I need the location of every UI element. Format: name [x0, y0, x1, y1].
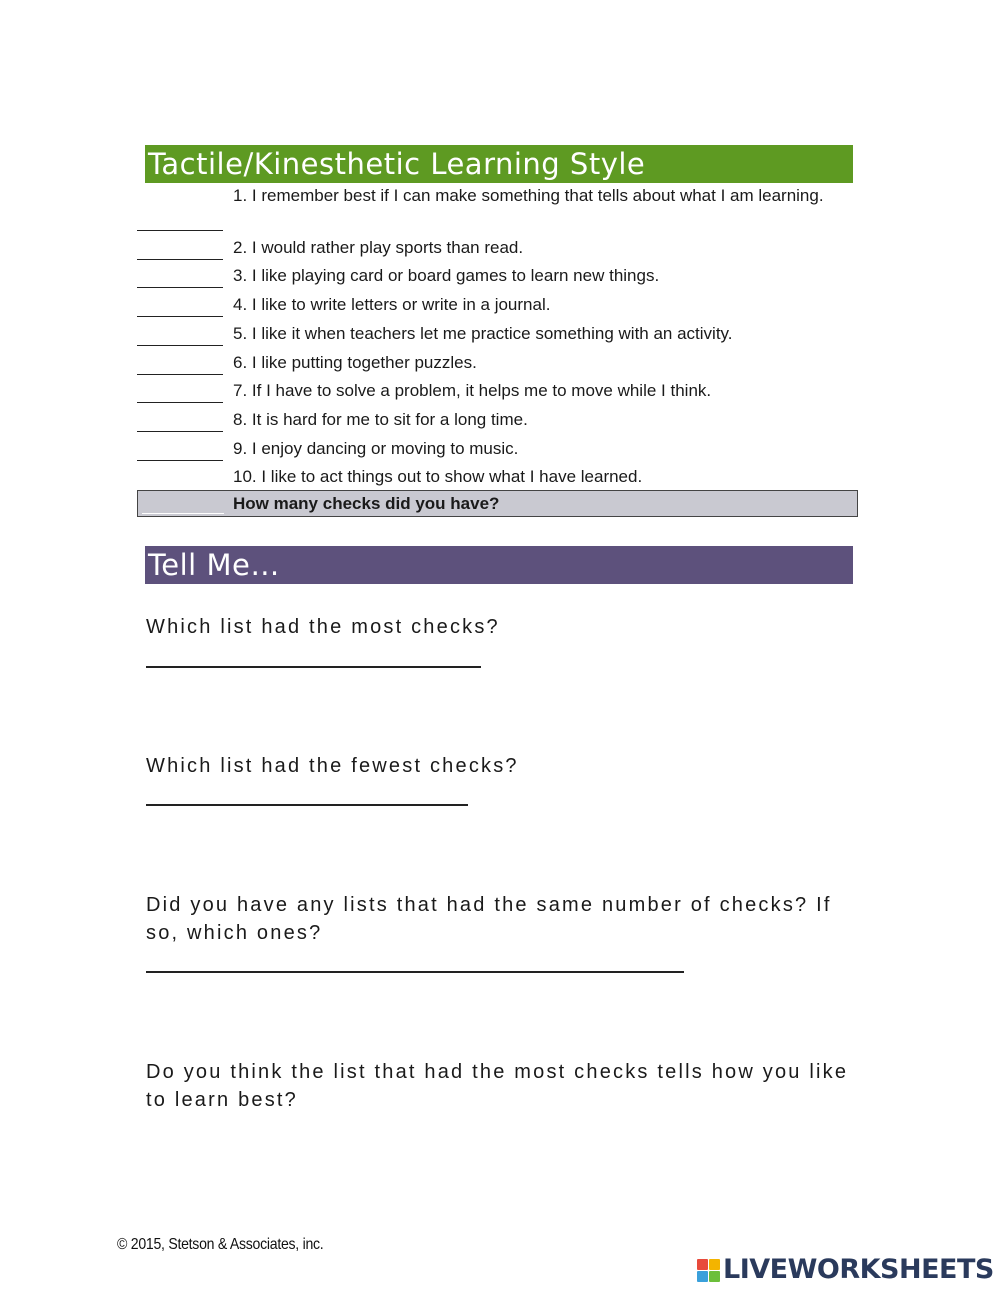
answer-line-fewest-checks[interactable]: [146, 804, 468, 806]
checklist-item-5: [137, 322, 857, 346]
copyright-text: © 2015, Stetson & Associates, inc.: [117, 1236, 324, 1253]
liveworksheets-logo[interactable]: [697, 1256, 997, 1284]
check-blank-3[interactable]: [137, 287, 223, 288]
total-checks-label: How many checks did you have?: [233, 494, 500, 513]
checklist-item-7: [137, 379, 857, 403]
checklist-item-text: 6. I like putting together puzzles.: [233, 353, 477, 372]
logo-blocks-icon: [697, 1259, 721, 1283]
check-blank-1[interactable]: [137, 230, 223, 231]
checklist-item-text: 2. I would rather play sports than read.: [233, 238, 524, 257]
section-title-tactile: Tactile/Kinesthetic Learning Style: [145, 145, 853, 183]
checklist-item-8: [137, 408, 857, 432]
answer-line-same-checks[interactable]: [146, 971, 684, 973]
checklist-item-10: [137, 465, 857, 489]
check-blank-9[interactable]: [137, 460, 223, 461]
checklist-item-text: 3. I like playing card or board games to learn new things.: [233, 266, 660, 285]
checklist-item-text: 7. If I have to solve a problem, it helps me to move while I think.: [233, 381, 712, 400]
logo-wordmark: LIVEWORKSHEETS: [723, 1254, 994, 1285]
question-same-checks: Did you have any lists that had the same number of checks? If so, which ones?: [146, 894, 832, 944]
checklist-item-text: 9. I enjoy dancing or moving to music.: [233, 439, 519, 458]
check-blank-8[interactable]: [137, 431, 223, 432]
question-fewest-checks: Which list had the fewest checks?: [146, 755, 519, 777]
check-blank-4[interactable]: [137, 316, 223, 317]
check-blank-2[interactable]: [137, 259, 223, 260]
checklist-item-text: 4. I like to write letters or write in a journal.: [233, 295, 551, 314]
checklist-item-4: [137, 293, 857, 317]
total-checks-blank[interactable]: [142, 513, 224, 514]
checklist-item-text: 1. I remember best if I can make something that tells about what I am learning.: [233, 186, 824, 205]
total-checks-row: [137, 490, 858, 517]
check-blank-5[interactable]: [137, 345, 223, 346]
checklist-item-text: 10. I like to act things out to show what I have learned.: [233, 467, 643, 486]
checklist-item-9: [137, 437, 857, 461]
checklist-item-2: [137, 236, 857, 260]
question-most-checks: Which list had the most checks?: [146, 616, 500, 638]
section-title-tell-me: Tell Me…: [145, 546, 853, 584]
question-learn-best: Do you think the list that had the most checks tells how you like to learn best?: [146, 1061, 849, 1111]
checklist-item-text: 8. It is hard for me to sit for a long time.: [233, 410, 528, 429]
check-blank-6[interactable]: [137, 374, 223, 375]
checklist-item-6: [137, 351, 857, 375]
checklist-item-text: 5. I like it when teachers let me practice something with an activity.: [233, 324, 733, 343]
checklist-item-3: [137, 264, 857, 288]
checklist-item-1: [137, 184, 857, 232]
check-blank-7[interactable]: [137, 402, 223, 403]
answer-line-most-checks[interactable]: [146, 666, 481, 668]
